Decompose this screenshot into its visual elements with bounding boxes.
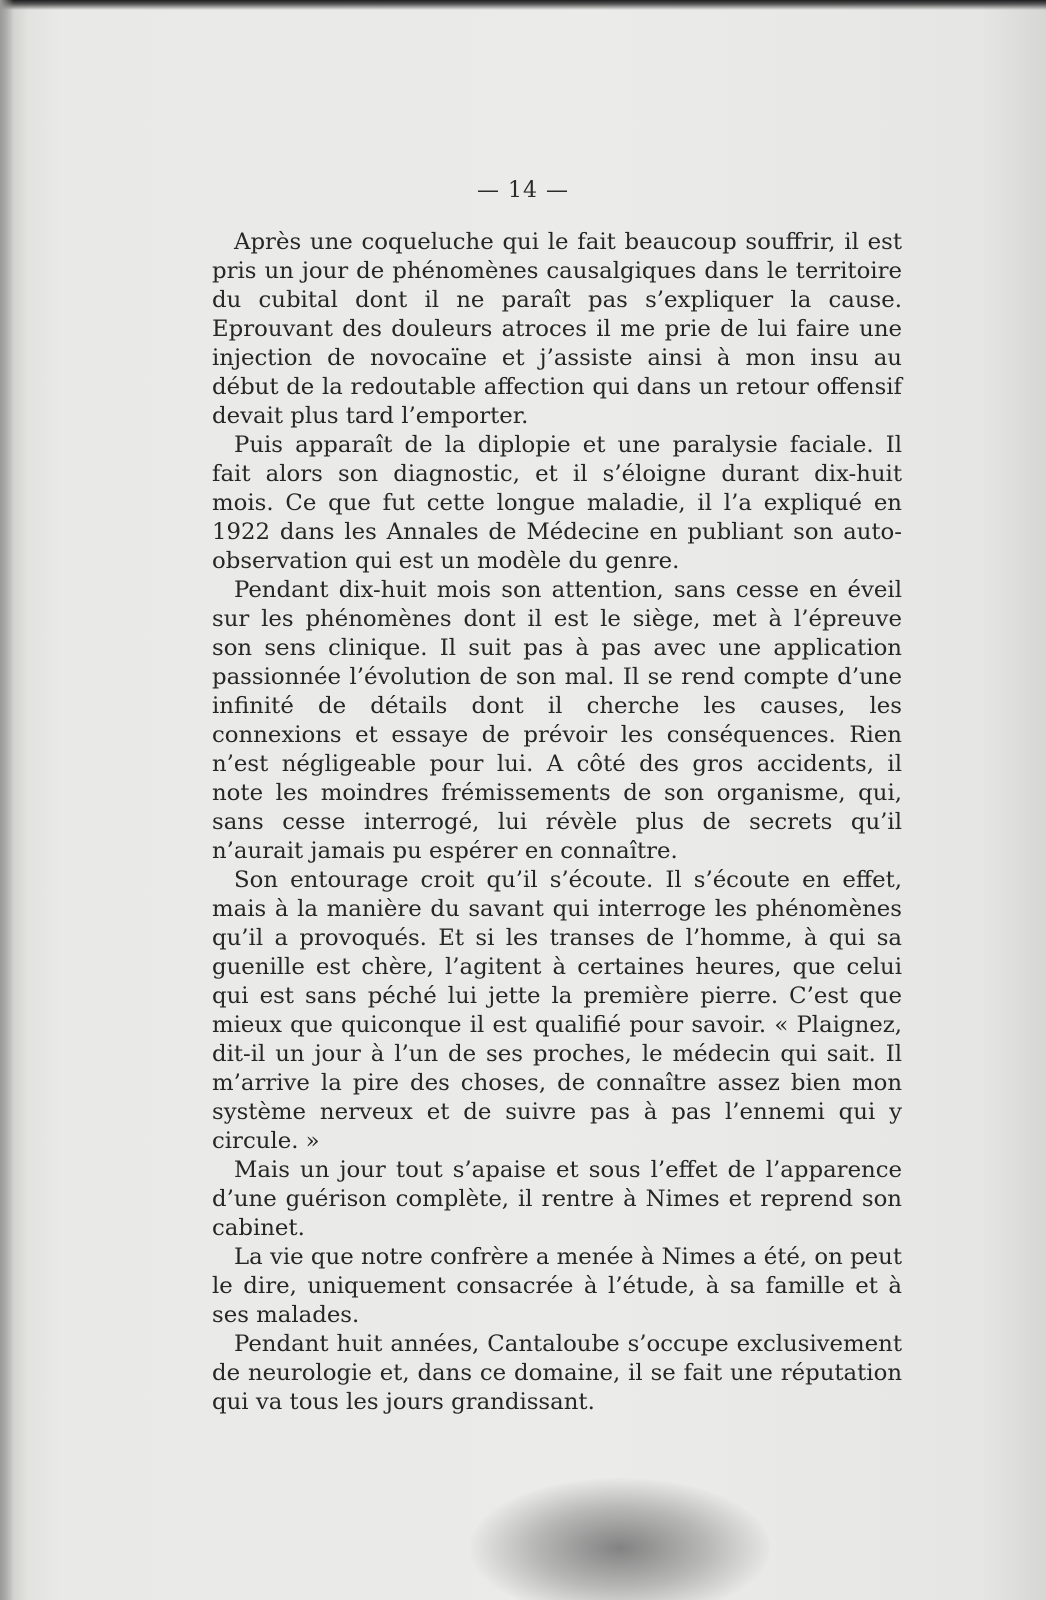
paragraph-5: Mais un jour tout s’apaise et sous l’effet de l’apparence d’une guérison complète, il rentre à Nimes et reprend son cabinet. — [212, 1157, 902, 1241]
paragraph-7: Pendant huit années, Cantaloube s’occupe exclusivement de neurologie et, dans ce domaine, il se fait une réputation qui va tous les jours grandissant. — [212, 1331, 902, 1415]
page-number: — 14 — — [477, 178, 569, 203]
ink-stain — [470, 1478, 770, 1600]
body-text — [212, 228, 902, 1417]
paragraph-4: Son entourage croit qu’il s’écoute. Il s’écoute en effet, mais à la manière du savant qui interroge les phénomènes qu’il a provoqués. Et si les transes de l’homme, à qui sa guenille est chère, l’agitent à certaines heures, que celui qui est sans péché lui jette la première pierre. C’est que mieux que quiconque il est qualifié pour savoir. « Plaignez, dit-il un jour à l’un de ses proches, le médecin qui sait. Il m’arrive la pire des choses, de connaître assez bien mon système nerveux et de suivre pas à pas l’ennemi qui y circule. » — [212, 867, 902, 1154]
paragraph-6: La vie que notre confrère a menée à Nimes a été, on peut le dire, uniquement consacrée à l’étude, à sa famille et à ses malades. — [212, 1244, 902, 1328]
paragraph-2: Puis apparaît de la diplopie et une paralysie faciale. Il fait alors son diagnostic, et il s’éloigne durant dix-huit mois. Ce que fut cette longue maladie, il l’a expliqué en 1922 dans les Annales de Médecine en publiant son auto-observation qui est un modèle du genre. — [212, 432, 902, 574]
paragraph-3: Pendant dix-huit mois son attention, sans cesse en éveil sur les phénomènes dont il est le siège, met à l’épreuve son sens clinique. Il suit pas à pas avec une application passionnée l’évolution de son mal. Il se rend compte d’une infinité de détails dont il cherche les causes, les connexions et essaye de prévoir les conséquences. Rien n’est négligeable pour lui. A côté des gros accidents, il note les moindres frémissements de son organisme, qui, sans cesse interrogé, lui révèle plus de secrets qu’il n’aurait jamais pu espérer en connaître. — [212, 577, 902, 864]
page-top-edge — [0, 0, 1046, 10]
paragraph-1: Après une coqueluche qui le fait beaucoup souffrir, il est pris un jour de phénomènes causalgiques dans le territoire du cubital dont il ne paraît pas s’expliquer la cause. Eprouvant des douleurs atroces il me prie de lui faire une injection de novocaïne et j’assiste ainsi à mon insu au début de la redoutable affection qui dans un retour offensif devait plus tard l’emporter. — [212, 229, 902, 429]
binding-shadow — [0, 0, 14, 1600]
